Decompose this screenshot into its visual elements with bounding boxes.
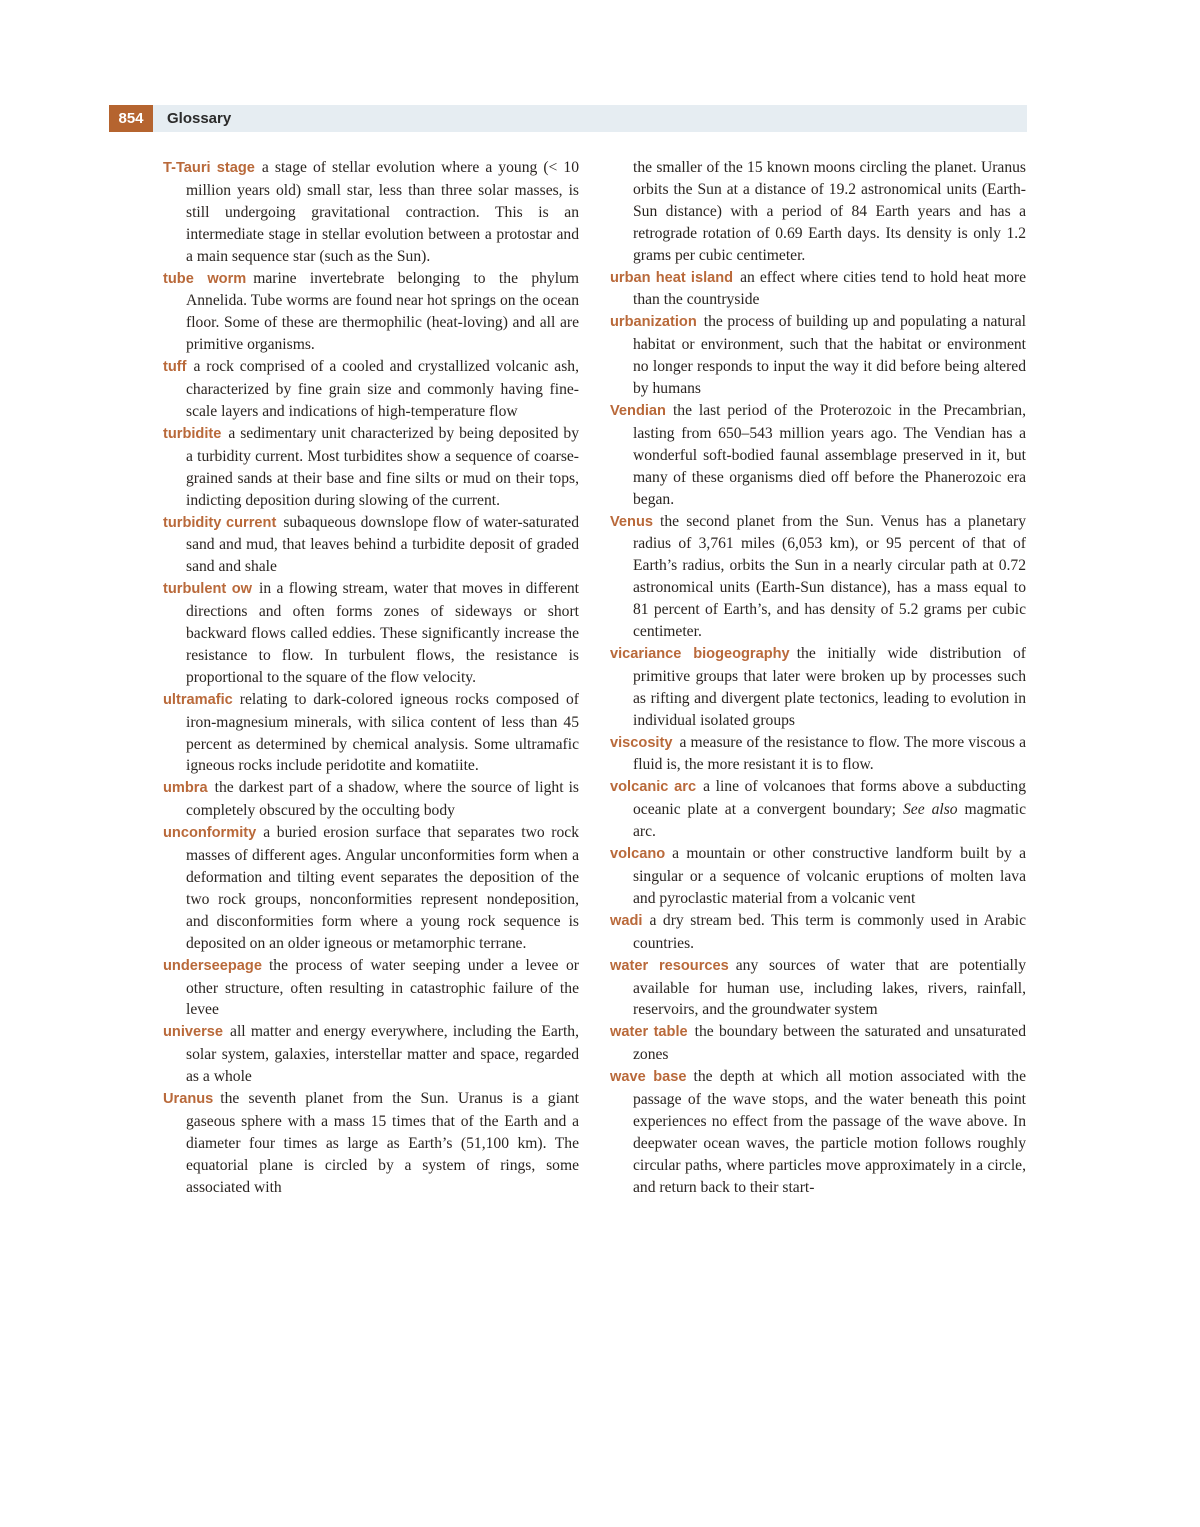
glossary-definition: a mountain or other constructive landform built by a singular or a sequence of volcanic eruptions of molten lava and pyroclastic material from a volcanic vent	[633, 845, 1026, 907]
glossary-definition: a stage of stellar evolution where a young (< 10 million years old) small star, less than three solar masses, is still undergoing gravitational contraction. This is an intermediate stage in stellar evolution between a protostar and a main sequence star (such as the Sun).	[186, 159, 579, 265]
glossary-term: volcanic arc	[610, 779, 697, 796]
glossary-term: wadi	[610, 912, 643, 929]
glossary-definition: an effect where cities tend to hold heat more than the countryside	[633, 268, 1027, 309]
glossary-entry	[610, 843, 1026, 910]
glossary-term: turbulent ow	[163, 581, 252, 598]
see-also-label: See also	[902, 801, 958, 819]
glossary-term: water resources	[610, 957, 729, 974]
glossary-definition: in a flowing stream, water that moves in different directions and often forms zones of sideways or short backward flows called eddies. These significantly increase the resistance to flow. In turbulent flows, the resistance is proportional to the square of the flow velocity.	[186, 580, 579, 686]
glossary-definition: the seventh planet from the Sun. Uranus is a giant gaseous sphere with a mass 15 times that of the Earth and a diameter four times as large as Earth’s (51,100 km). The equatorial plane is circled by a system of rings, some associated with	[186, 1090, 579, 1196]
glossary-entry	[610, 955, 1026, 1022]
glossary-term: universe	[163, 1024, 224, 1041]
running-header	[109, 105, 1027, 132]
glossary-term: Venus	[610, 513, 653, 530]
left-column	[163, 157, 579, 1199]
glossary-definition: a dry stream bed. This term is commonly used in Arabic countries.	[633, 911, 1026, 952]
glossary-entry	[610, 732, 1026, 777]
glossary-definition: a sedimentary unit characterized by being deposited by a turbidity current. Most turbidites show a sequence of coarse-grained sands at their base and fine silts or mud on their tops, indicting deposition during slowing of the current.	[186, 424, 579, 509]
glossary-definition: marine invertebrate belonging to the phylum Annelida. Tube worms are found near hot springs on the ocean floor. Some of these are thermophilic (heat-loving) and all are primitive organisms.	[186, 269, 579, 354]
glossary-definition: relating to dark-colored igneous rocks composed of iron-magnesium minerals, with silica content of less than 45 percent as determined by chemical analysis. Some ultramafic igneous rocks include peridotite and komatiite.	[186, 690, 579, 775]
glossary-term: volcano	[610, 846, 666, 863]
glossary-entry	[163, 777, 579, 822]
glossary-term: underseepage	[163, 957, 262, 974]
glossary-entry	[610, 157, 1026, 267]
section-title: Glossary	[167, 110, 232, 127]
glossary-definition: the depth at which all motion associated with the passage of the wave stops, and the water beneath this point experiences no effect from the passage of the wave above. In deepwater ocean waves, the particle motion follows roughly circular paths, where particles move approximately in a circle, and return back to their start-	[633, 1068, 1026, 1196]
glossary-entry	[163, 512, 579, 579]
glossary-definition: the last period of the Proterozoic in the Precambrian, lasting from 650–543 million years ago. The Vendian has a wonderful soft-bodied faunal assemblage preserved in it, but many of these organisms died off before the Phanerozoic era began.	[633, 401, 1026, 508]
glossary-term: T-Tauri stage	[163, 160, 255, 176]
glossary-definition: a rock comprised of a cooled and crystallized volcanic ash, characterized by fine grain size and commonly having fine-scale layers and indications of high-temperature flow	[186, 358, 579, 420]
glossary-term: water table	[610, 1024, 688, 1041]
glossary-term: unconformity	[163, 825, 257, 842]
glossary-entry	[163, 268, 579, 357]
glossary-term: umbra	[163, 780, 208, 797]
glossary-definition: the second planet from the Sun. Venus has a planetary radius of 3,761 miles (6,053 km), or 95 percent of that of Earth’s radius, orbits the Sun in a nearly circular path at 0.72 astronomical units (Earth-Sun distance), has a mass equal to 81 percent of Earth’s, and has density of 5.2 grams per cubic centimeter.	[633, 512, 1026, 641]
glossary-entry	[163, 356, 579, 423]
glossary-entry	[610, 511, 1026, 643]
glossary-term: ultramafic	[163, 691, 233, 708]
glossary-entry	[163, 822, 579, 954]
glossary-entry	[610, 1021, 1026, 1066]
glossary-entry	[610, 643, 1026, 732]
glossary-term: tuff	[163, 359, 187, 376]
glossary-entry	[163, 689, 579, 778]
page-number: 854	[109, 105, 153, 132]
glossary-term: vicariance biogeography	[610, 645, 790, 662]
glossary-entry	[610, 267, 1026, 312]
glossary-entry	[163, 157, 579, 268]
glossary-term: urban heat island	[610, 269, 734, 286]
glossary-definition: the darkest part of a shadow, where the source of light is completely obscured by the occulting body	[186, 779, 579, 820]
glossary-entry	[610, 400, 1026, 511]
glossary-term: turbidite	[163, 425, 222, 442]
glossary-definition: the process of building up and populating a natural habitat or environment, such that the habitat or environment no longer responds to input the way it did before being altered by humans	[633, 313, 1026, 398]
glossary-term: Vendian	[610, 402, 666, 419]
glossary-entry	[163, 955, 579, 1022]
glossary-term: urbanization	[610, 314, 697, 331]
glossary-definition: the process of water seeping under a levee or other structure, often resulting in catastrophic failure of the levee	[186, 956, 579, 1019]
glossary-definition: all matter and energy everywhere, including the Earth, solar system, galaxies, interstellar matter and space, regarded as a whole	[186, 1023, 579, 1086]
glossary-term: wave base	[610, 1069, 687, 1086]
glossary-definition: the boundary between the saturated and unsaturated zones	[633, 1023, 1026, 1064]
glossary-definition: a buried erosion surface that separates two rock masses of different ages. Angular unconformities form when a deformation and tilting event separates the deposition of the two rock groups, nonconformities represent nondeposition, and disconformities form where a young rock sequence is deposited on an older igneous or metamorphic terrane.	[186, 824, 579, 952]
see-also-target: magmatic arc.	[633, 801, 1026, 841]
glossary-entry	[610, 910, 1026, 955]
glossary-term: turbidity current	[163, 514, 277, 531]
glossary-entry	[610, 1066, 1026, 1198]
glossary-entry	[163, 423, 579, 512]
glossary-entry	[163, 1088, 579, 1199]
glossary-definition: any sources of water that are potentially available for human use, including lakes, rivers, rainfall, reservoirs, and the groundwater system	[633, 956, 1027, 1019]
right-column	[610, 157, 1026, 1199]
glossary-term: Uranus	[163, 1091, 214, 1108]
glossary-definition: the initially wide distribution of primitive groups that later were broken up by processes such as rifting and divergent plate tectonics, leading to evolution in individual isolated groups	[633, 644, 1026, 729]
glossary-term: viscosity	[610, 734, 673, 751]
glossary-term: tube worm	[163, 270, 247, 287]
glossary-entry	[610, 311, 1026, 400]
glossary-entry	[163, 1021, 579, 1088]
glossary-definition: subaqueous downslope flow of water-saturated sand and mud, that leaves behind a turbidite deposit of graded sand and shale	[186, 513, 580, 576]
glossary-definition: a measure of the resistance to flow. The more viscous a fluid is, the more resistant it is to flow.	[633, 733, 1026, 774]
glossary-entry	[610, 776, 1026, 843]
glossary-definition: the smaller of the 15 known moons circling the planet. Uranus orbits the Sun at a distance of 19.2 astronomical units (Earth-Sun distance) with a period of 84 Earth years and has a retrograde rotation of 0.69 Earth days. Its density is only 1.2 grams per cubic centimeter.	[633, 159, 1026, 264]
glossary-definition: a line of volcanoes that forms above a subducting oceanic plate at a convergent boundary;	[633, 778, 1027, 819]
glossary-entry	[163, 578, 579, 689]
